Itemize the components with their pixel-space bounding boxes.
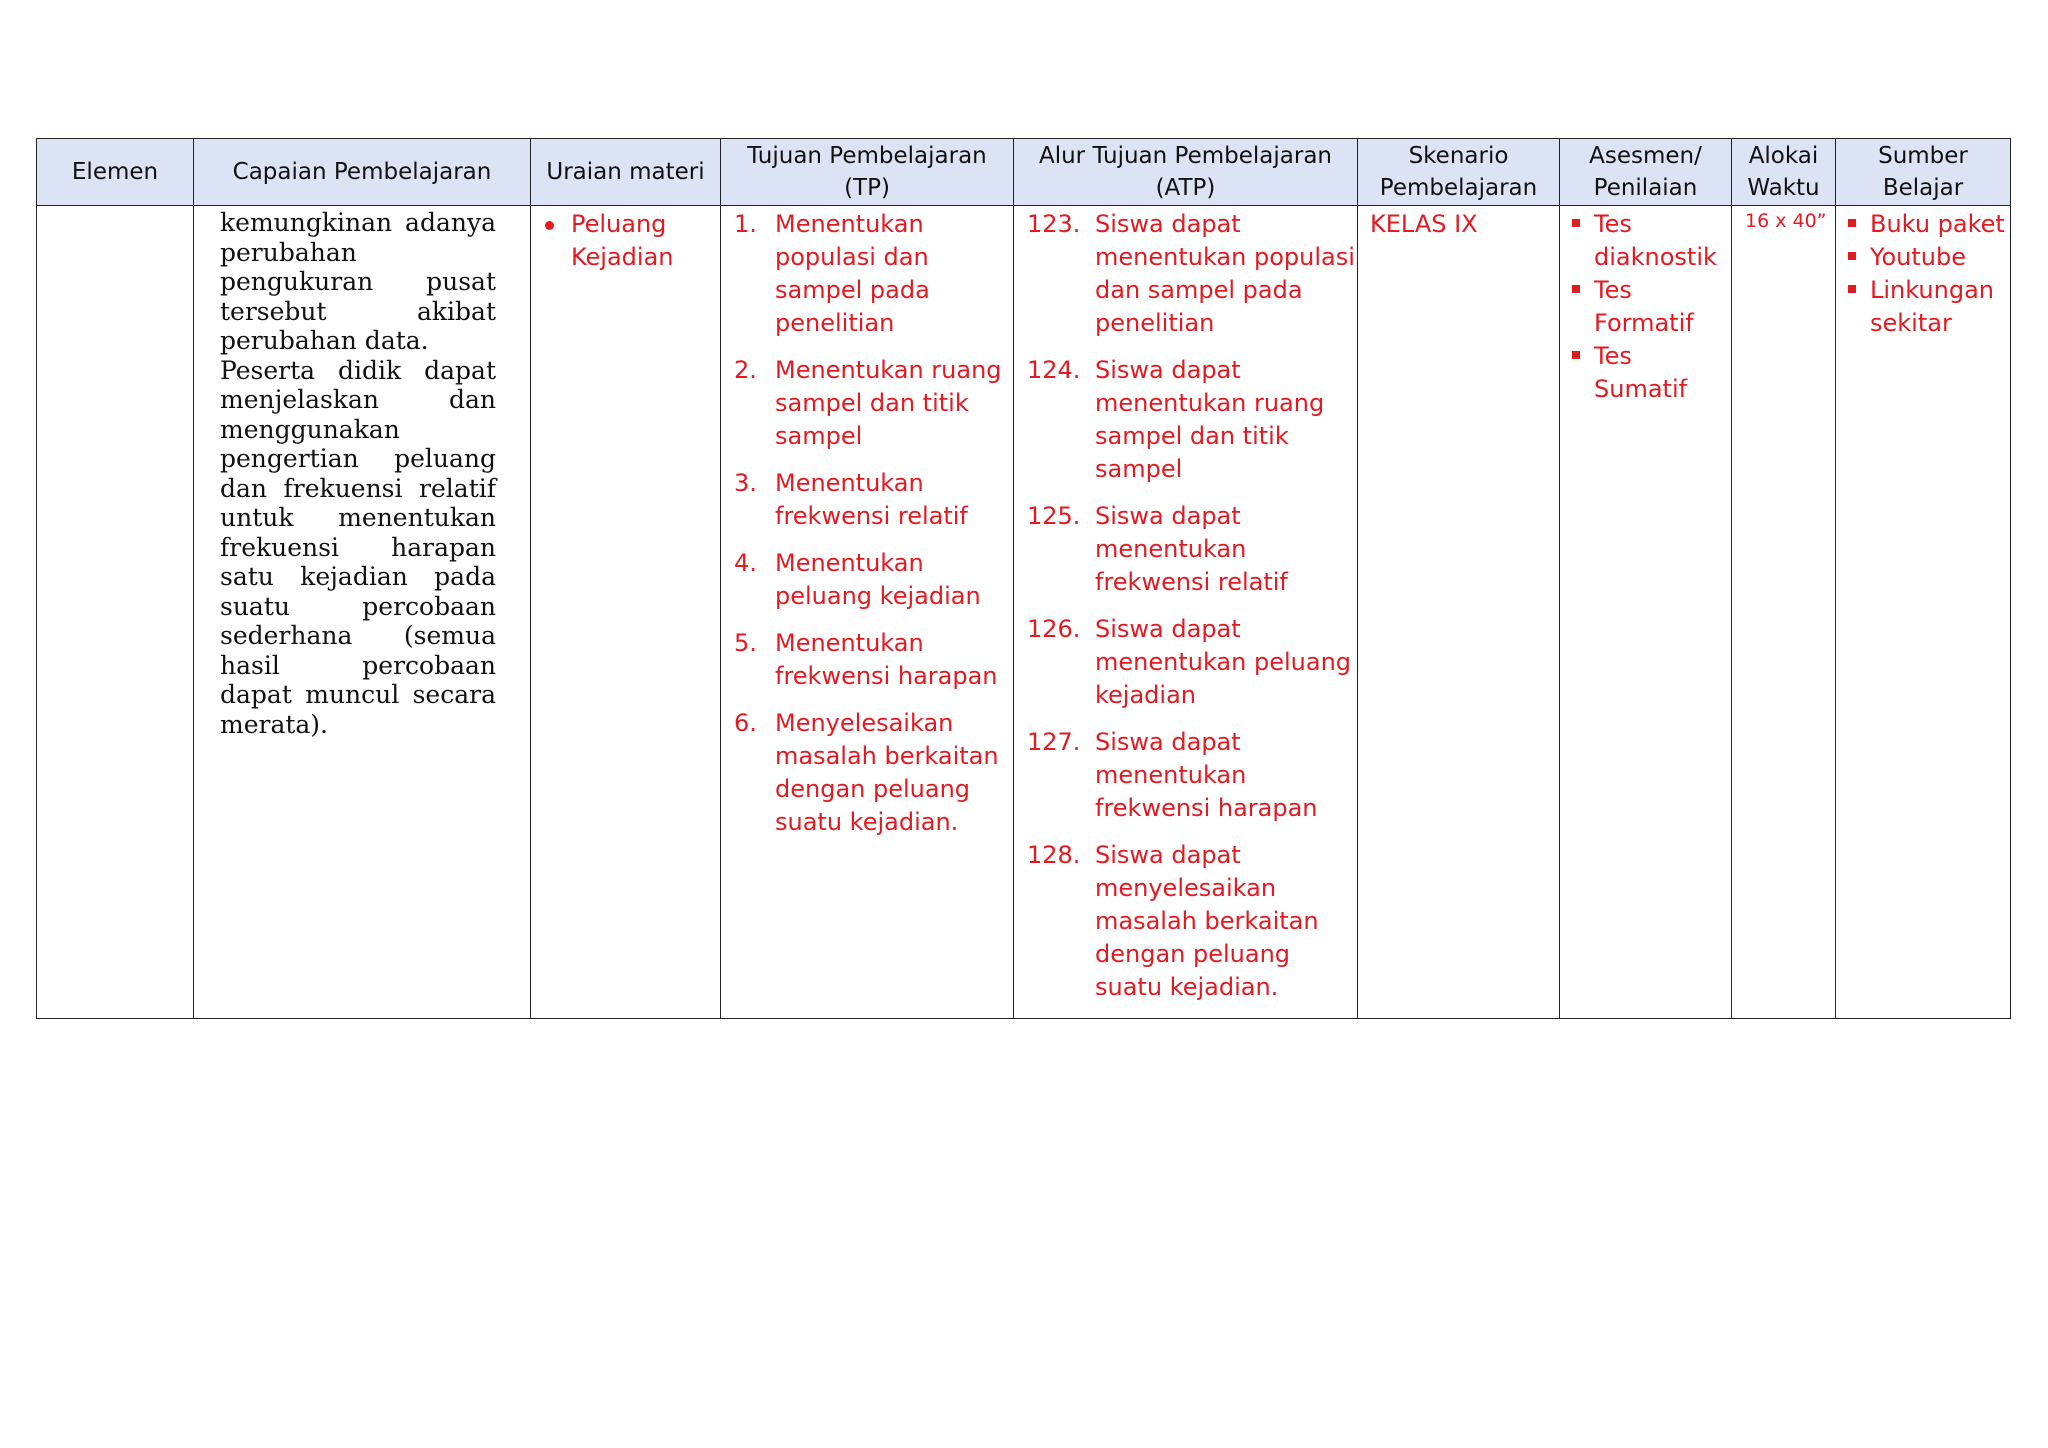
list-text: Menentukan frekwensi relatif xyxy=(775,469,968,530)
list-item xyxy=(1027,613,1355,712)
cell-sumber xyxy=(1836,206,2011,1019)
list-item xyxy=(734,208,1011,340)
list-item xyxy=(734,467,1011,533)
list-number: 125. xyxy=(1027,502,1081,530)
header-skenario: Skenario Pembelajaran xyxy=(1358,139,1560,206)
list-text: Siswa dapat menentukan ruang sampel dan titik sampel xyxy=(1095,356,1325,483)
cell-capaian xyxy=(194,206,531,1019)
list-item xyxy=(1027,208,1355,340)
list-number: 3. xyxy=(734,469,757,497)
header-atp: Alur Tujuan Pembelajaran (ATP) xyxy=(1014,139,1358,206)
alokasi-waktu: 16 x 40” xyxy=(1745,210,1827,232)
list-item: Youtube xyxy=(1836,241,2008,274)
list-number: 127. xyxy=(1027,728,1081,756)
tp-list xyxy=(721,206,1013,839)
sumber-list xyxy=(1836,206,2010,340)
list-text: Siswa dapat menyelesaikan masalah berkaitan dengan peluang suatu kejadian. xyxy=(1095,841,1319,1001)
list-item xyxy=(734,627,1011,693)
list-text: Menentukan frekwensi harapan xyxy=(775,629,998,690)
header-elemen: Elemen xyxy=(37,139,194,206)
cell-uraian xyxy=(531,206,721,1019)
list-item: Tes Sumatif xyxy=(1560,340,1729,406)
cell-tp xyxy=(721,206,1014,1019)
list-text: Siswa dapat menentukan peluang kejadian xyxy=(1095,615,1352,709)
table-row xyxy=(37,206,2011,1019)
list-number: 4. xyxy=(734,549,757,577)
header-uraian: Uraian materi xyxy=(531,139,721,206)
list-number: 2. xyxy=(734,356,757,384)
header-row xyxy=(37,139,2011,206)
header-tp: Tujuan Pembelajaran (TP) xyxy=(721,139,1014,206)
cell-atp xyxy=(1014,206,1358,1019)
list-text: Menentukan peluang kejadian xyxy=(775,549,981,610)
list-item xyxy=(1027,500,1355,599)
skenario-text: KELAS IX xyxy=(1370,210,1478,238)
list-number: 124. xyxy=(1027,356,1081,384)
capaian-paragraph: Peserta didik dapat menjelaskan dan menggunakan pengertian peluang dan frekuensi relatif untuk menentukan frekuensi harapan satu kejadian pada suatu percobaan sederhana (semua hasil percobaan dapat muncul secara merata). xyxy=(220,355,496,739)
list-item xyxy=(1027,354,1355,486)
list-item: Tes diaknostik xyxy=(1560,208,1729,274)
list-text: Menyelesaikan masalah berkaitan dengan peluang suatu kejadian. xyxy=(775,709,999,836)
list-text: Menentukan ruang sampel dan titik sampel xyxy=(775,356,1002,450)
learning-plan-table xyxy=(36,138,2011,1019)
capaian-text xyxy=(194,206,530,739)
list-item xyxy=(1027,839,1355,1004)
cell-skenario xyxy=(1358,206,1560,1019)
cell-elemen xyxy=(37,206,194,1019)
header-capaian: Capaian Pembelajaran xyxy=(194,139,531,206)
list-text: Siswa dapat menentukan frekwensi relatif xyxy=(1095,502,1288,596)
list-item xyxy=(734,354,1011,453)
cell-alokasi xyxy=(1732,206,1836,1019)
list-text: Siswa dapat menentukan populasi dan sampel pada penelitian xyxy=(1095,210,1355,337)
list-number: 123. xyxy=(1027,210,1081,238)
asesmen-list xyxy=(1560,206,1731,406)
list-item xyxy=(734,707,1011,839)
list-item xyxy=(734,547,1011,613)
uraian-list xyxy=(531,206,720,274)
list-text: Menentukan populasi dan sampel pada penelitian xyxy=(775,210,930,337)
cell-asesmen xyxy=(1560,206,1732,1019)
list-number: 5. xyxy=(734,629,757,657)
capaian-paragraph: kemungkinan adanya perubahan pengukuran pusat tersebut akibat perubahan data. xyxy=(220,208,496,355)
header-sumber: Sumber Belajar xyxy=(1836,139,2011,206)
list-number: 1. xyxy=(734,210,757,238)
list-number: 128. xyxy=(1027,841,1081,869)
header-asesmen: Asesmen/ Penilaian xyxy=(1560,139,1732,206)
atp-list xyxy=(1014,206,1357,1004)
list-item: Linkungan sekitar xyxy=(1836,274,2008,340)
list-item: Tes Formatif xyxy=(1560,274,1729,340)
list-item: Buku paket xyxy=(1836,208,2008,241)
list-number: 126. xyxy=(1027,615,1081,643)
list-number: 6. xyxy=(734,709,757,737)
list-text: Siswa dapat menentukan frekwensi harapan xyxy=(1095,728,1318,822)
list-item xyxy=(1027,726,1355,825)
list-item: Peluang Kejadian xyxy=(531,208,718,274)
header-alokasi: Alokai Waktu xyxy=(1732,139,1836,206)
